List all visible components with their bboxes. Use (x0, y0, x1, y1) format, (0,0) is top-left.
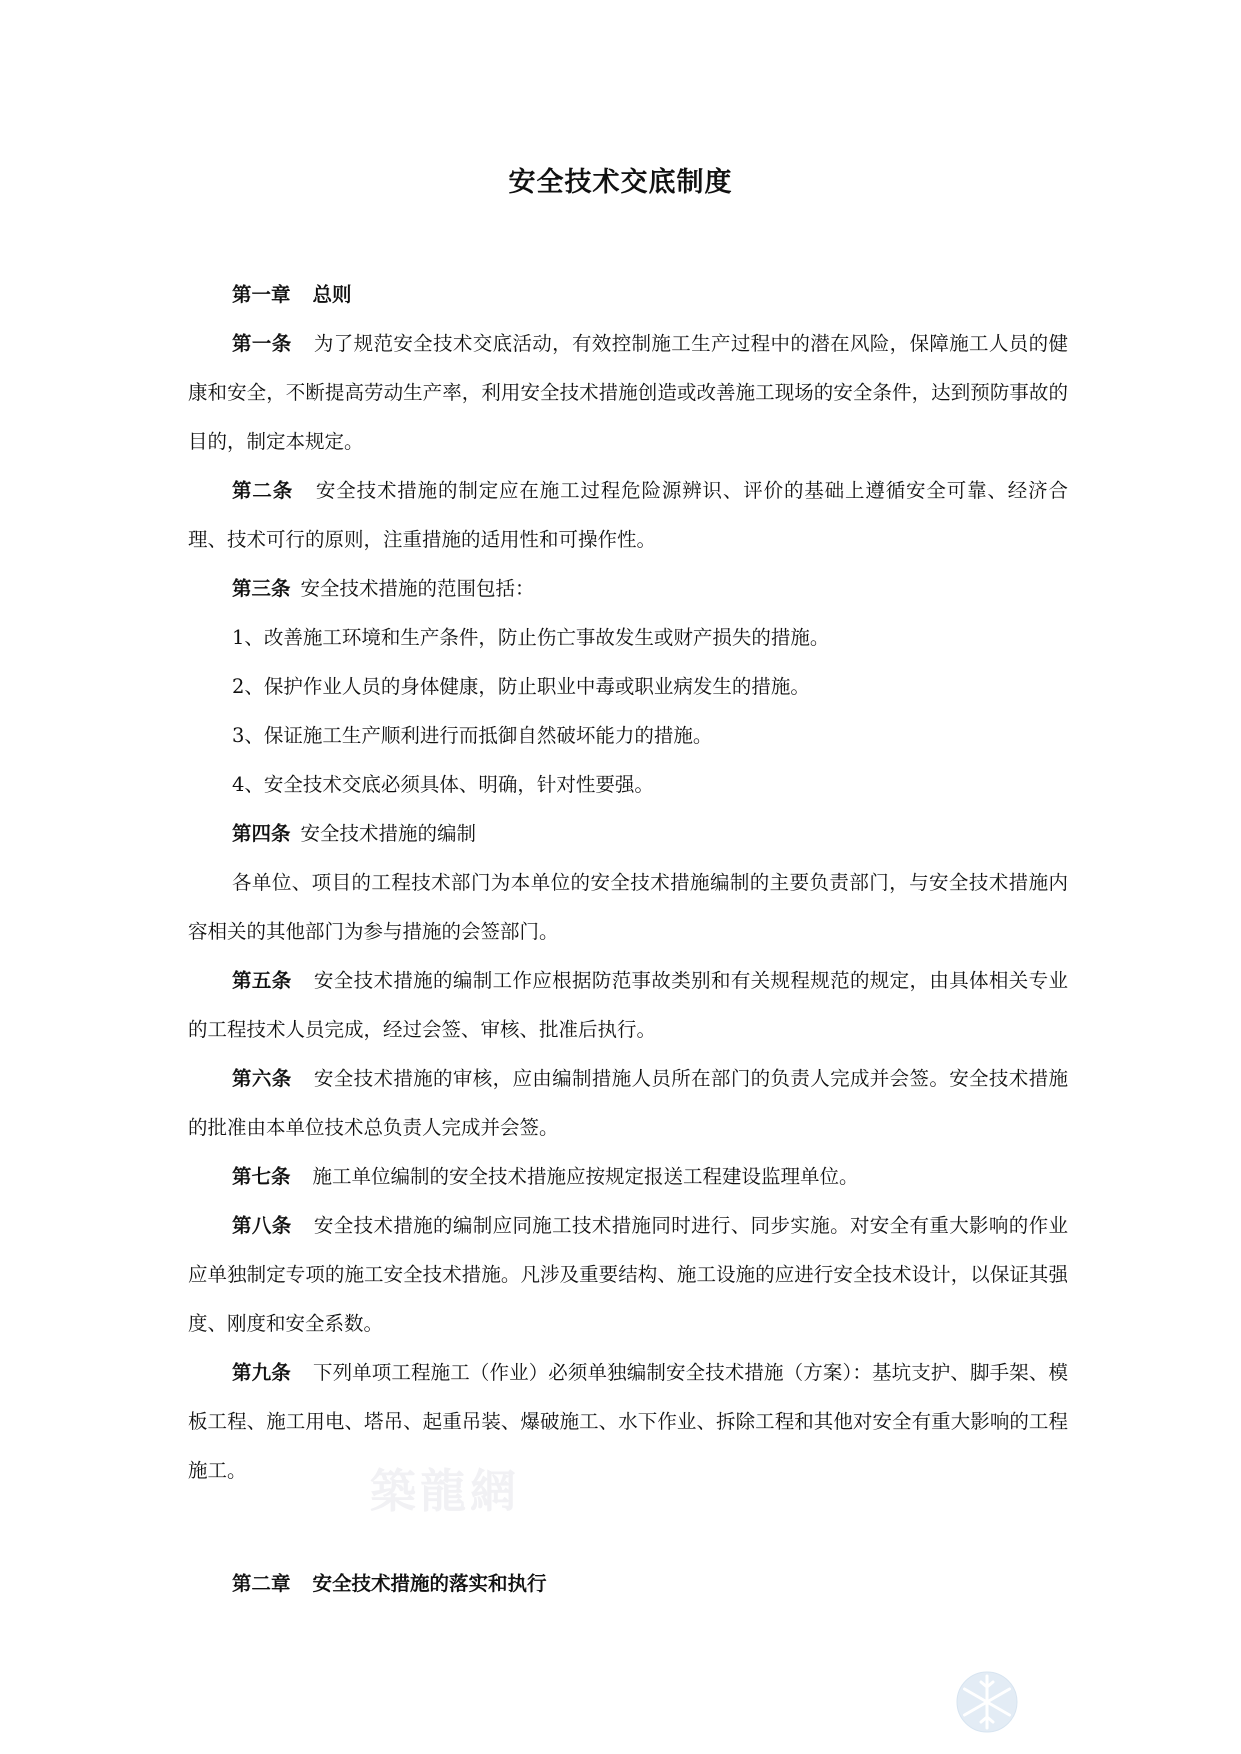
page-title: 安全技术交底制度 (508, 167, 733, 198)
article-text: 为了规范安全技术交底活动，有效控制施工生产过程中的潜在风险，保障施工人员的健康和安全，不断提高劳动生产率，利用安全技术措施创造或改善施工现场的安全条件，达到预防事故的目的，制定本规定。 (188, 332, 1068, 453)
article-paragraph (188, 1152, 1068, 1201)
list-item: 3、保证施工生产顺利进行而抵御自然破坏能力的措施。 (232, 724, 713, 747)
snowflake-logo-icon (945, 1660, 1029, 1744)
article-text: 安全技术措施的审核，应由编制措施人员所在部门的负责人完成并会签。安全技术措施的批准由本单位技术总负责人完成并会签。 (188, 1067, 1068, 1139)
chapter-heading (188, 270, 1068, 319)
list-item: 2、保护作业人员的身体健康，防止职业中毒或职业病发生的措施。 (232, 675, 810, 698)
article-label: 第六条 (232, 1067, 292, 1090)
chapter-name: 总则 (312, 283, 352, 306)
chapter-heading (188, 1559, 1068, 1608)
article-paragraph (188, 1201, 1068, 1348)
article-label: 第九条 (232, 1361, 291, 1384)
article-label: 第一条 (232, 332, 292, 355)
article-text: 下列单项工程施工（作业）必须单独编制安全技术措施（方案）：基坑支护、脚手架、模板工程、施工用电、塔吊、起重吊装、爆破施工、水下作业、拆除工程和其他对安全有重大影响的工程施工。 (188, 1361, 1068, 1482)
list-item: 1、改善施工环境和生产条件，防止伤亡事故发生或财产损失的措施。 (232, 626, 830, 649)
article-text: 安全技术措施的编制 (300, 822, 477, 845)
article-paragraph (188, 1054, 1068, 1152)
article-label: 第七条 (232, 1165, 291, 1188)
article-text: 安全技术措施的制定应在施工过程危险源辨识、评价的基础上遵循安全可靠、经济合理、技术可行的原则，注重措施的适用性和可操作性。 (188, 479, 1068, 551)
chapter-label: 第二章 (232, 1572, 291, 1595)
article-text: 安全技术措施的范围包括： (300, 577, 535, 600)
chapter-name: 安全技术措施的落实和执行 (312, 1572, 547, 1595)
article-paragraph (188, 319, 1068, 466)
body-paragraph: 各单位、项目的工程技术部门为本单位的安全技术措施编制的主要负责部门，与安全技术措施内容相关的其他部门为参与措施的会签部门。 (188, 871, 1068, 943)
article-text: 施工单位编制的安全技术措施应按规定报送工程建设监理单位。 (312, 1165, 859, 1188)
watermark: 築龍網 (370, 1464, 520, 1518)
article-paragraph (188, 1348, 1068, 1495)
article-paragraph (188, 956, 1068, 1054)
chapter-label: 第一章 (232, 283, 291, 306)
article-paragraph (188, 564, 1068, 613)
article-paragraph (188, 466, 1068, 564)
article-label: 第五条 (232, 969, 292, 992)
list-item: 4、安全技术交底必须具体、明确，针对性要强。 (232, 773, 654, 796)
article-label: 第四条 (232, 822, 291, 845)
article-text: 安全技术措施的编制工作应根据防范事故类别和有关规程规范的规定，由具体相关专业的工程技术人员完成，经过会签、审核、批准后执行。 (188, 969, 1068, 1041)
article-label: 第三条 (232, 577, 291, 600)
article-paragraph (188, 809, 1068, 858)
article-text: 安全技术措施的编制应同施工技术措施同时进行、同步实施。对安全有重大影响的作业应单独制定专项的施工安全技术措施。凡涉及重要结构、施工设施的应进行安全技术设计，以保证其强度、刚度和安全系数。 (188, 1214, 1068, 1335)
article-label: 第八条 (232, 1214, 292, 1237)
article-label: 第二条 (232, 479, 294, 502)
document-body (188, 270, 1068, 1608)
